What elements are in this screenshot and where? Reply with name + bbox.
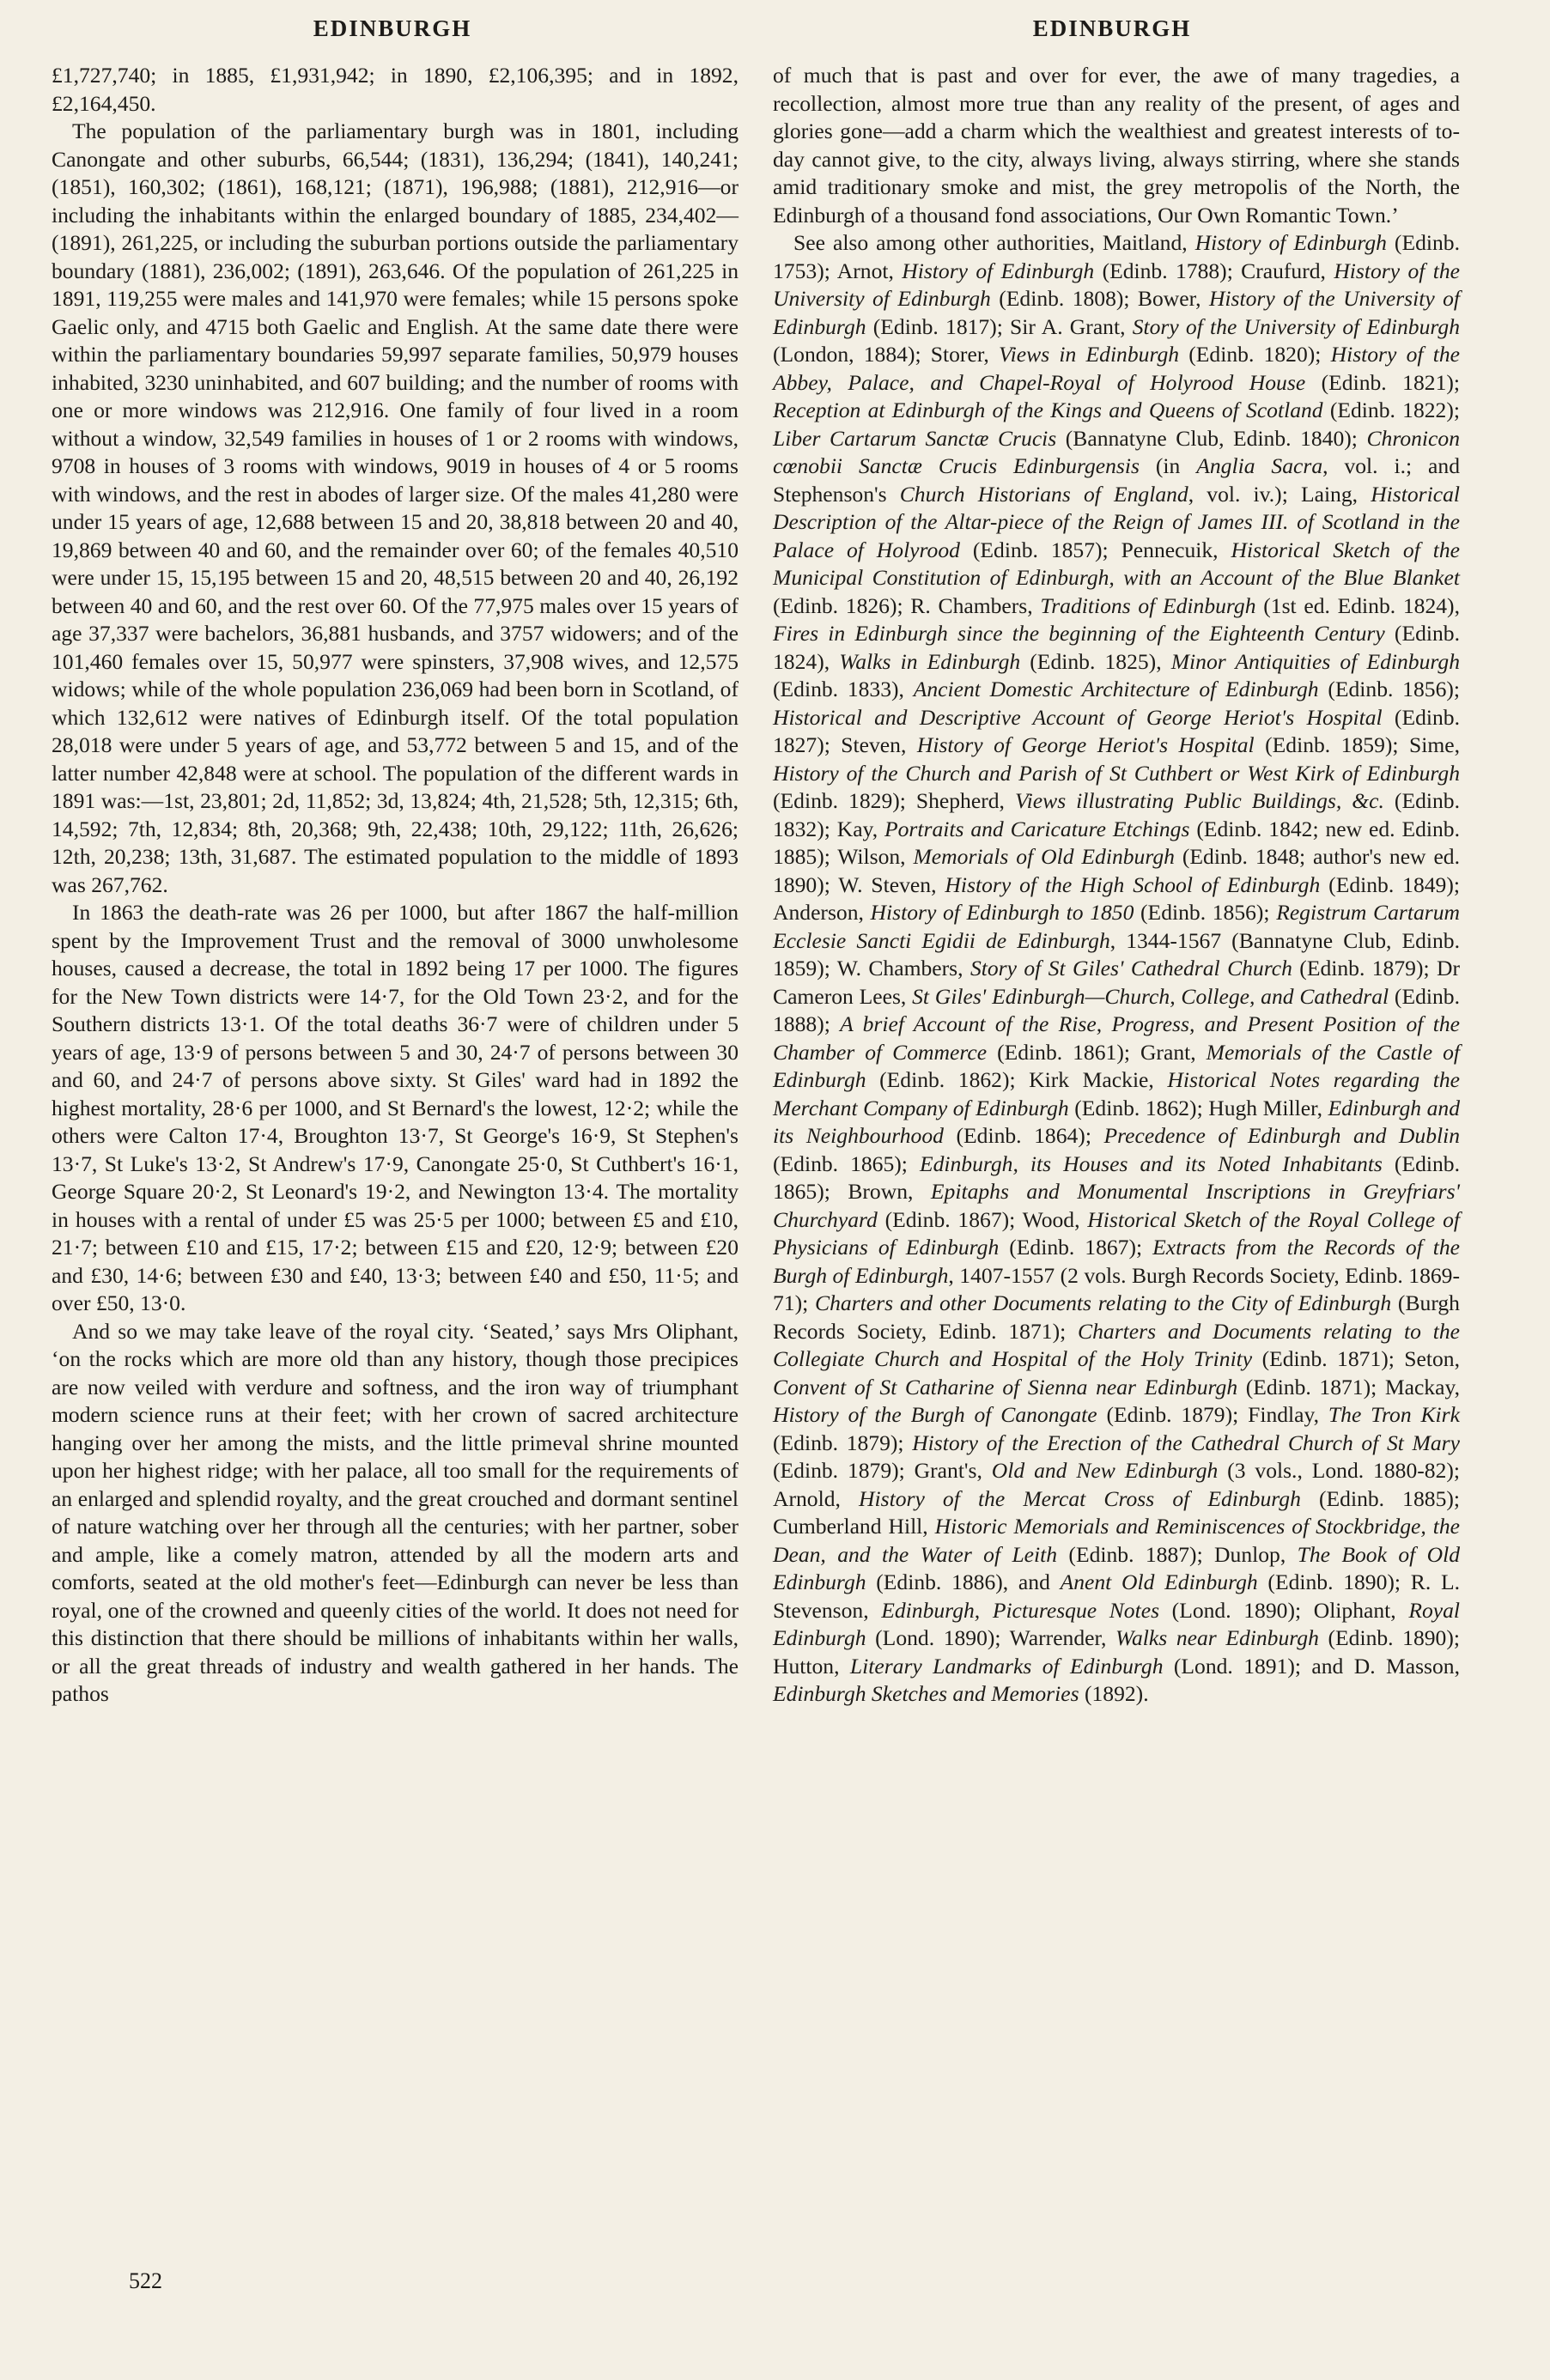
paragraph-oliphant-quote: And so we may take leave of the royal city. ‘Seated,’ says Mrs Oliphant, ‘on the rocks which are more old than any history, though those precipices are now veiled with verdure and softness, and the iron way of triumphant modern science runs at their feet; with her crown of sacred architecture hanging over her among the mists, and the little primeval shrine mounted upon her highest ridge; with her palace, all too small for the requirements of an enlarged and splendid royalty, and the great crouched and dormant sentinel of nature watching over her through all the centuries; with her partner, sober and ample, like a comely matron, attended by all the modern arts and comforts, seated at the old mother's feet—Edinburgh can never be less than royal, one of the crowned and queenly cities of the world. It does not need for this distinction that there should be millions of inhabitants within her walls, or all the great threads of industry and wealth gathered in her hands. The pathos <box>52 1318 739 1706</box>
page-number: 522 <box>129 2268 162 2293</box>
paragraph-death-rate: In 1863 the death-rate was 26 per 1000, but after 1867 the half-million spent by the Improvement Trust and the removal of 3000 unwholesome houses, caused a decrease, the total in 1892 being 17 per 1000. The figures for the New Town districts were 14·7, for the Old Town 23·2, and for the Southern districts 13·1. Of the total deaths 36·7 were of children under 5 years of age, 13·9 of persons between 5 and 30, 24·7 of persons between 30 and 60, and 24·7 of persons above sixty. St Giles' ward had in 1892 the highest mortality, 28·6 per 1000, and St Bernard's the lowest, 12·2; while the others were Calton 17·4, Broughton 13·7, St George's 16·9, St Stephen's 13·7, St Luke's 13·2, St Andrew's 17·9, Canongate 25·0, St Cuthbert's 16·1, George Square 20·2, St Leonard's 19·2, and Newington 13·4. The mortality in houses with a rental of under £5 was 25·5 per 1000; between £5 and £10, 21·7; between £10 and £15, 17·2; between £15 and £20, 12·9; between £20 and £30, 14·6; between £30 and £40, 13·3; between £40 and £50, 11·5; and over £50, 13·0. <box>52 900 739 1315</box>
paragraph-revenue-continuation: £1,727,740; in 1885, £1,931,942; in 1890, £2,106,395; and in 1892, £2,164,450. <box>52 63 739 116</box>
right-column <box>773 62 1460 1709</box>
paragraph-bibliography: See also among other authorities, Maitland, History of Edinburgh (Edinb. 1753); Arnot, History of Edinburgh (Edinb. 1788); Craufurd, History of the University of Edinburgh (Edinb. 1808); Bower, History of the University of Edinburgh (Edinb. 1817); Sir A. Grant, Story of the University of Edinburgh (London, 1884); Storer, Views in Edinburgh (Edinb. 1820); History of the Abbey, Palace, and Chapel-Royal of Holyrood House (Edinb. 1821); Reception at Edinburgh of the Kings and Queens of Scotland (Edinb. 1822); Liber Cartarum Sanctæ Crucis (Bannatyne Club, Edinb. 1840); Chronicon cœnobii Sanctæ Crucis Edinburgensis (in Anglia Sacra, vol. i.; and Stephenson's Church Historians of England, vol. iv.); Laing, Historical Description of the Altar-piece of the Reign of James III. of Scotland in the Palace of Holyrood (Edinb. 1857); Pennecuik, Historical Sketch of the Municipal Constitution of Edinburgh, with an Account of the Blue Blanket (Edinb. 1826); R. Chambers, Traditions of Edinburgh (1st ed. Edinb. 1824), Fires in Edinburgh since the beginning of the Eighteenth Century (Edinb. 1824), Walks in Edinburgh (Edinb. 1825), Minor Antiquities of Edinburgh (Edinb. 1833), Ancient Domestic Architecture of Edinburgh (Edinb. 1856); Historical and Descriptive Account of George Heriot's Hospital (Edinb. 1827); Steven, History of George Heriot's Hospital (Edinb. 1859); Sime, History of the Church and Parish of St Cuthbert or West Kirk of Edinburgh (Edinb. 1829); Shepherd, Views illustrating Public Buildings, &c. (Edinb. 1832); Kay, Portraits and Caricature Etchings (Edinb. 1842; new ed. Edinb. 1885); Wilson, Memorials of Old Edinburgh (Edinb. 1848; author's new ed. 1890); W. Steven, History of the High School of Edinburgh (Edinb. 1849); Anderson, History of Edinburgh to 1850 (Edinb. 1856); Registrum Cartarum Ecclesie Sancti Egidii de Edinburgh, 1344-1567 (Bannatyne Club, Edinb. 1859); W. Chambers, Story of St Giles' Cathedral Church (Edinb. 1879); Dr Cameron Lees, St Giles' Edinburgh—Church, College, and Cathedral (Edinb. 1888); A brief Account of the Rise, Progress, and Present Position of the Chamber of Commerce (Edinb. 1861); Grant, Memorials of the Castle of Edinburgh (Edinb. 1862); Kirk Mackie, Historical Notes regarding the Merchant Company of Edinburgh (Edinb. 1862); Hugh Miller, Edinburgh and its Neighbourhood (Edinb. 1864); Precedence of Edinburgh and Dublin (Edinb. 1865); Edinburgh, its Houses and its Noted Inhabitants (Edinb. 1865); Brown, Epitaphs and Monumental Inscriptions in Greyfriars' Churchyard (Edinb. 1867); Wood, Historical Sketch of the Royal College of Physicians of Edinburgh (Edinb. 1867); Extracts from the Records of the Burgh of Edinburgh, 1407-1557 (2 vols. Burgh Records Society, Edinb. 1869-71); Charters and other Documents relating to the City of Edinburgh (Burgh Records Society, Edinb. 1871); Charters and Documents relating to the Collegiate Church and Hospital of the Holy Trinity (Edinb. 1871); Seton, Convent of St Catharine of Sienna near Edinburgh (Edinb. 1871); Mackay, History of the Burgh of Canongate (Edinb. 1879); Findlay, The Tron Kirk (Edinb. 1879); History of the Erection of the Cathedral Church of St Mary (Edinb. 1879); Grant's, Old and New Edinburgh (3 vols., Lond. 1880-82); Arnold, History of the Mercat Cross of Edinburgh (Edinb. 1885); Cumberland Hill, Historic Memorials and Reminiscences of Stockbridge, the Dean, and the Water of Leith (Edinb. 1887); Dunlop, The Book of Old Edinburgh (Edinb. 1886), and Anent Old Edinburgh (Edinb. 1890); R. L. Stevenson, Edinburgh, Picturesque Notes (Lond. 1890); Oliphant, Royal Edinburgh (Lond. 1890); Warrender, Walks near Edinburgh (Edinb. 1890); Hutton, Literary Landmarks of Edinburgh (Lond. 1891); and D. Masson, Edinburgh Sketches and Memories (1892). <box>773 230 1461 1706</box>
running-head-left: EDINBURGH <box>313 15 472 41</box>
running-head-right: EDINBURGH <box>1032 15 1192 41</box>
left-column <box>52 62 739 1709</box>
paragraph-population: The population of the parliamentary burgh was in 1801, including Canongate and other suburbs, 66,544; (1831), 136,294; (1841), 140,241; (1851), 160,302; (1861), 168,121; (1871), 196,988; (1881), 212,916—or including the inhabitants within the enlarged boundary of 1885, 234,402—(1891), 261,225, or including the suburban portions outside the parliamentary boundary (1881), 236,002; (1891), 263,646. Of the population of 261,225 in 1891, 119,255 were males and 141,970 were females; while 15 persons spoke Gaelic only, and 4715 both Gaelic and English. At the same date there were within the parliamentary boundaries 59,997 separate families, 50,979 houses inhabited, 3230 uninhabited, and 607 building; and the number of rooms with one or more windows was 212,916. One family of four lived in a room without a window, 32,549 families in houses of 1 or 2 rooms with windows, 9708 in houses of 3 rooms with windows, 9019 in houses of 4 or 5 rooms with windows, and the rest in abodes of larger size. Of the males 41,280 were under 15 years of age, 12,688 between 15 and 20, 38,818 between 20 and 40, 19,869 between 40 and 60, and the remainder over 60; of the females 40,510 were under 15, 15,195 between 15 and 20, 48,515 between 20 and 40, 26,192 between 40 and 60, and the rest over 60. Of the 77,975 males over 15 years of age 37,337 were bachelors, 36,881 husbands, and 3757 widowers; and of the 101,460 females over 15, 50,977 were spinsters, 37,908 wives, and 12,575 widows; while of the whole population 236,069 had been born in Scotland, of which 132,612 were natives of Edinburgh itself. Of the total population 28,018 were under 5 years of age, and 53,772 between 5 and 15, and of the latter number 42,848 were at school. The population of the different wards in 1891 was:—1st, 23,801; 2d, 11,852; 3d, 13,824; 4th, 21,528; 5th, 12,315; 6th, 14,592; 7th, 12,834; 8th, 20,368; 9th, 22,438; 10th, 29,122; 11th, 26,626; 12th, 20,238; 13th, 31,687. The estimated population to the middle of 1893 was 267,762. <box>52 118 739 897</box>
paragraph-quote-continuation: of much that is past and over for ever, the awe of many tragedies, a recollection, almost more true than any reality of the present, of ages and glories gone—add a charm which the wealthiest and greatest interests of to-day cannot give, to the city, always living, always stirring, where she stands amid traditionary smoke and mist, the grey metropolis of the North, the Edinburgh of a thousand fond associations, Our Own Romantic Town.’ <box>773 63 1460 228</box>
